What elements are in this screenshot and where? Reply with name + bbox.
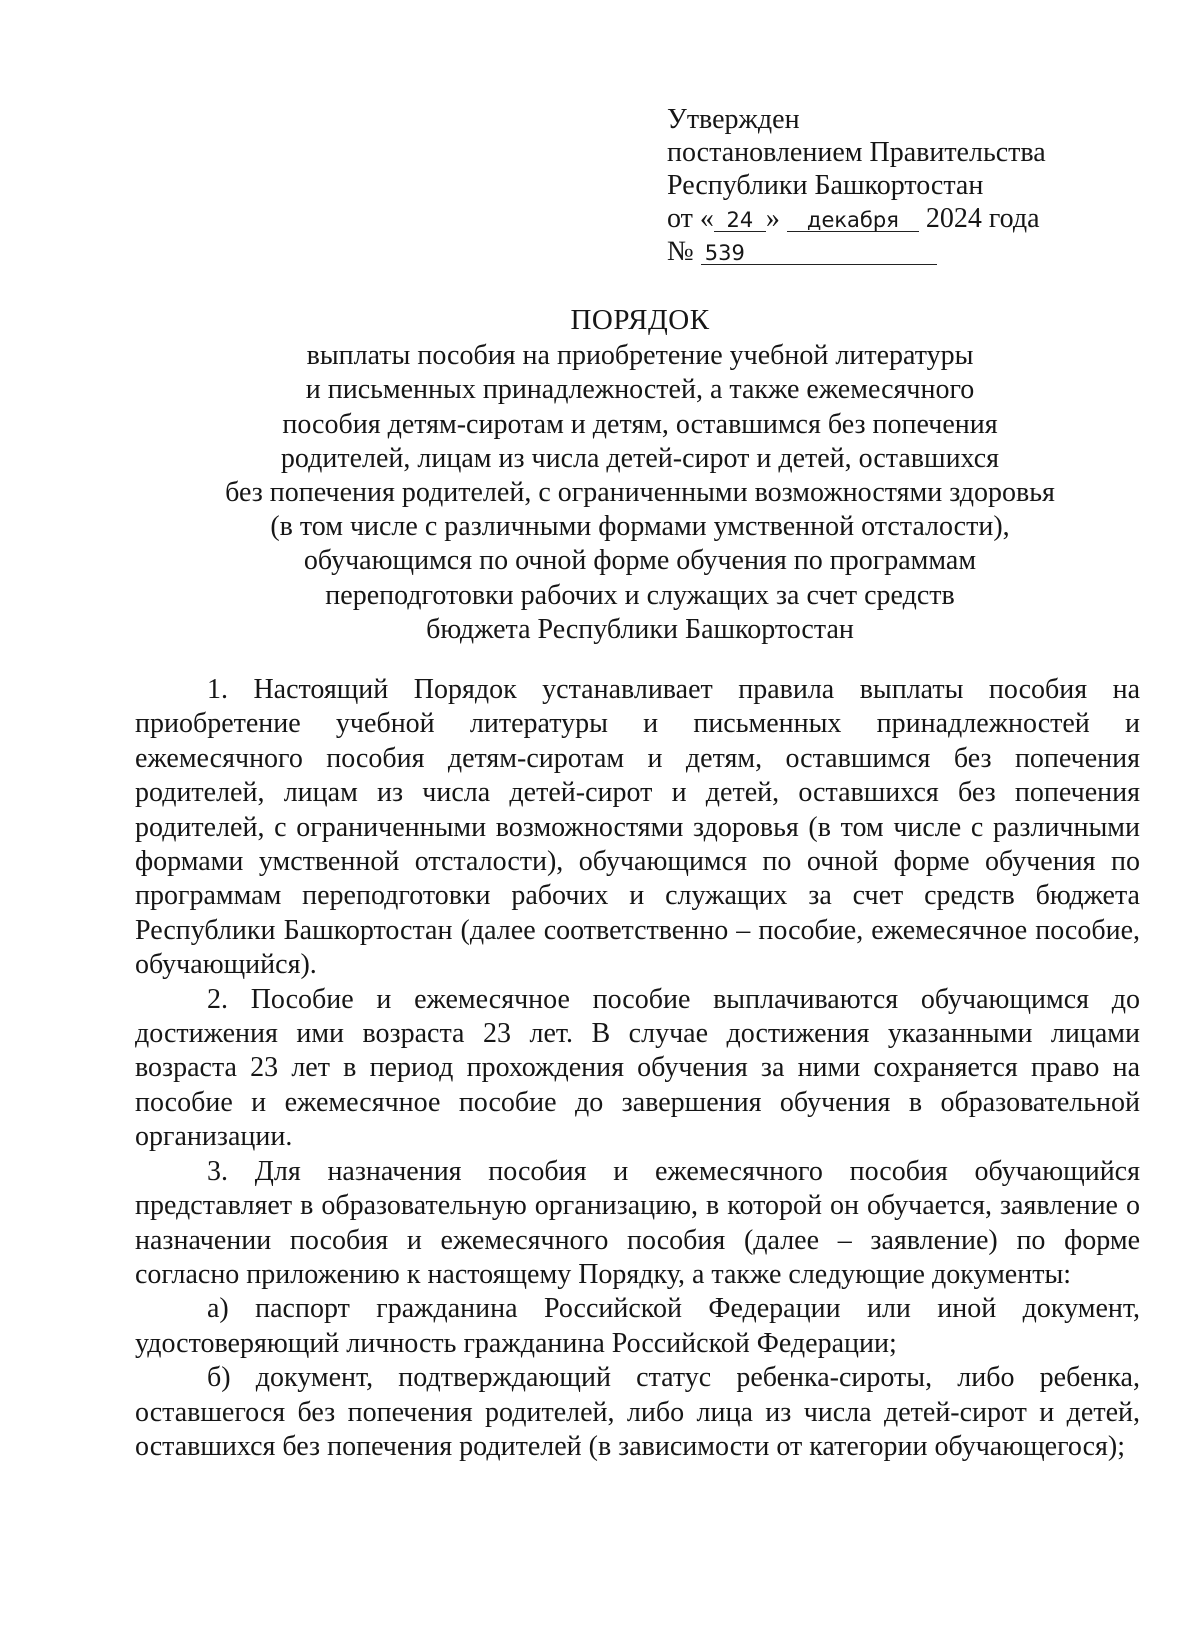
- paragraph-3b: б) документ, подтверждающий статус ребенка-сироты, либо ребенка, оставшегося без попечения родителей, либо лица из числа детей-сирот и детей, оставшихся без попечения родителей (в зависимости от категории обучающегося);: [135, 1362, 1140, 1462]
- approval-date-day: 24: [714, 209, 766, 232]
- title-line: выплаты пособия на приобретение учебной литературы: [306, 340, 974, 372]
- approval-number-value: 539: [701, 242, 937, 265]
- approval-number-prefix: №: [667, 236, 694, 267]
- approval-line-2: постановлением Правительства: [667, 137, 1046, 168]
- title-heading: ПОРЯДОК: [570, 304, 710, 336]
- title-line: обучающимся по очной форме обучения по программам: [303, 545, 977, 577]
- approval-date-line: [667, 202, 1127, 235]
- title-line: пособия детям-сиротам и детям, оставшимся без попечения: [282, 408, 998, 440]
- approval-stamp: [667, 103, 1127, 268]
- approval-date-month: декабря: [787, 209, 919, 232]
- title-line: переподготовки рабочих и служащих за счет средств: [325, 579, 955, 611]
- title-line: и письменных принадлежностей, а также ежемесячного: [305, 374, 975, 406]
- document-title: [140, 303, 1140, 647]
- approval-line-3: Республики Башкортостан: [667, 170, 984, 201]
- title-line: (в том числе с различными формами умственной отсталости),: [270, 511, 1010, 543]
- approval-date-year: 2024 года: [925, 203, 1040, 234]
- paragraph-2: 2. Пособие и ежемесячное пособие выплачиваются обучающимся до достижения ими возраста 23 лет. В случае достижения указанными лицами возраста 23 лет в период прохождения обучения за ними сохраняется право на пособие и ежемесячное пособие до завершения обучения в образовательной организации.: [135, 983, 1140, 1153]
- paragraph-3: 3. Для назначения пособия и ежемесячного пособия обучающийся представляет в образовательную организацию, в которой он обучается, заявление о назначении пособия и ежемесячного пособия (далее – заявление) по форме согласно приложению к настоящему Порядку, а также следующие документы:: [135, 1155, 1140, 1290]
- title-line: родителей, лицам из числа детей-сирот и детей, оставшихся: [280, 442, 1000, 474]
- paragraph-1: 1. Настоящий Порядок устанавливает правила выплаты пособия на приобретение учебной литературы и письменных принадлежностей и ежемесячного пособия детям-сиротам и детям, оставшимся без попечения родителей, лицам из числа детей-сирот и детей, оставшихся без попечения родителей, с ограниченными возможностями здоровья (в том числе с различными формами умственной отсталости), обучающимся по очной форме обучения по программам переподготовки рабочих и служащих за счет средств бюджета Республики Башкортостан (далее соответственно – пособие, ежемесячное пособие, обучающийся).: [135, 674, 1140, 981]
- approval-date-prefix: от «: [667, 203, 714, 234]
- approval-date-mid: »: [765, 203, 780, 234]
- paragraph-3a: а) паспорт гражданина Российской Федерации или иной документ, удостоверяющий личность гражданина Российской Федерации;: [135, 1293, 1140, 1359]
- approval-number-line: [667, 235, 1127, 268]
- title-line: бюджета Республики Башкортостан: [426, 613, 854, 645]
- title-line: без попечения родителей, с ограниченными возможностями здоровья: [225, 477, 1055, 509]
- document-body: [135, 673, 1140, 1464]
- approval-line-1: Утвержден: [667, 104, 800, 135]
